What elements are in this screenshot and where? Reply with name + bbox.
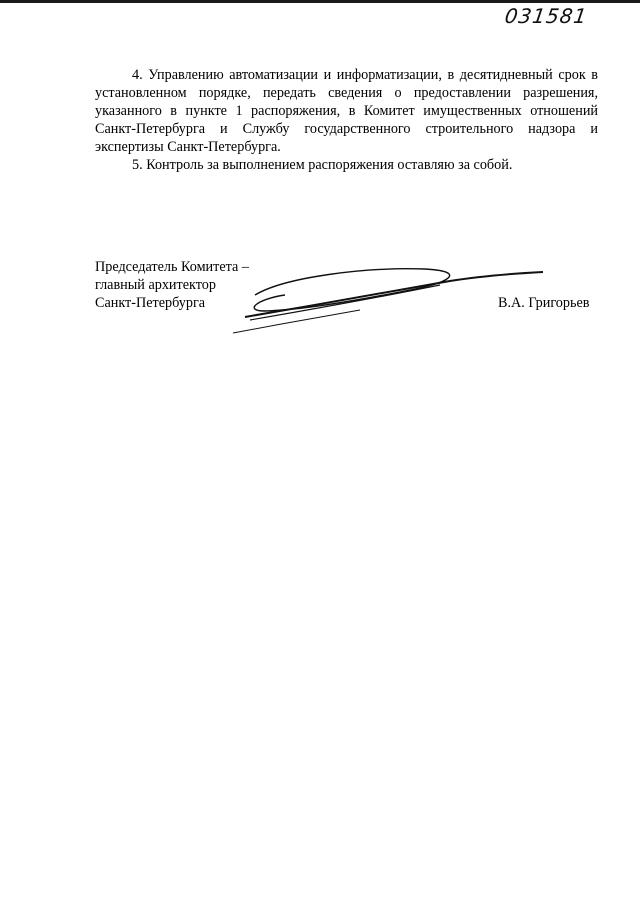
signatory-title-line: Председатель Комитета – — [95, 259, 249, 275]
signatory-title-line: главный архитектор — [95, 277, 216, 293]
signatory-title-line: Санкт-Петербурга — [95, 295, 206, 311]
handwritten-document-number: 031581 — [503, 4, 590, 28]
paragraph-4: 4. Управлению автоматизации и информатизации, в десятидневный срок в установленном порядке, передать сведения о предоставлении разрешения, указанного в пункте 1 распоряжения, в Комитет имущественных отношений Санкт-Петербурга и Службу государственного строительного надзора и экспертизы Санкт-Петербурга. — [95, 67, 598, 155]
paragraph-5: 5. Контроль за выполнением распоряжения оставляю за собой. — [132, 157, 513, 173]
signatory-name: В.А. Григорьев — [498, 295, 590, 311]
top-border-line — [0, 0, 640, 3]
document-body — [95, 66, 598, 174]
